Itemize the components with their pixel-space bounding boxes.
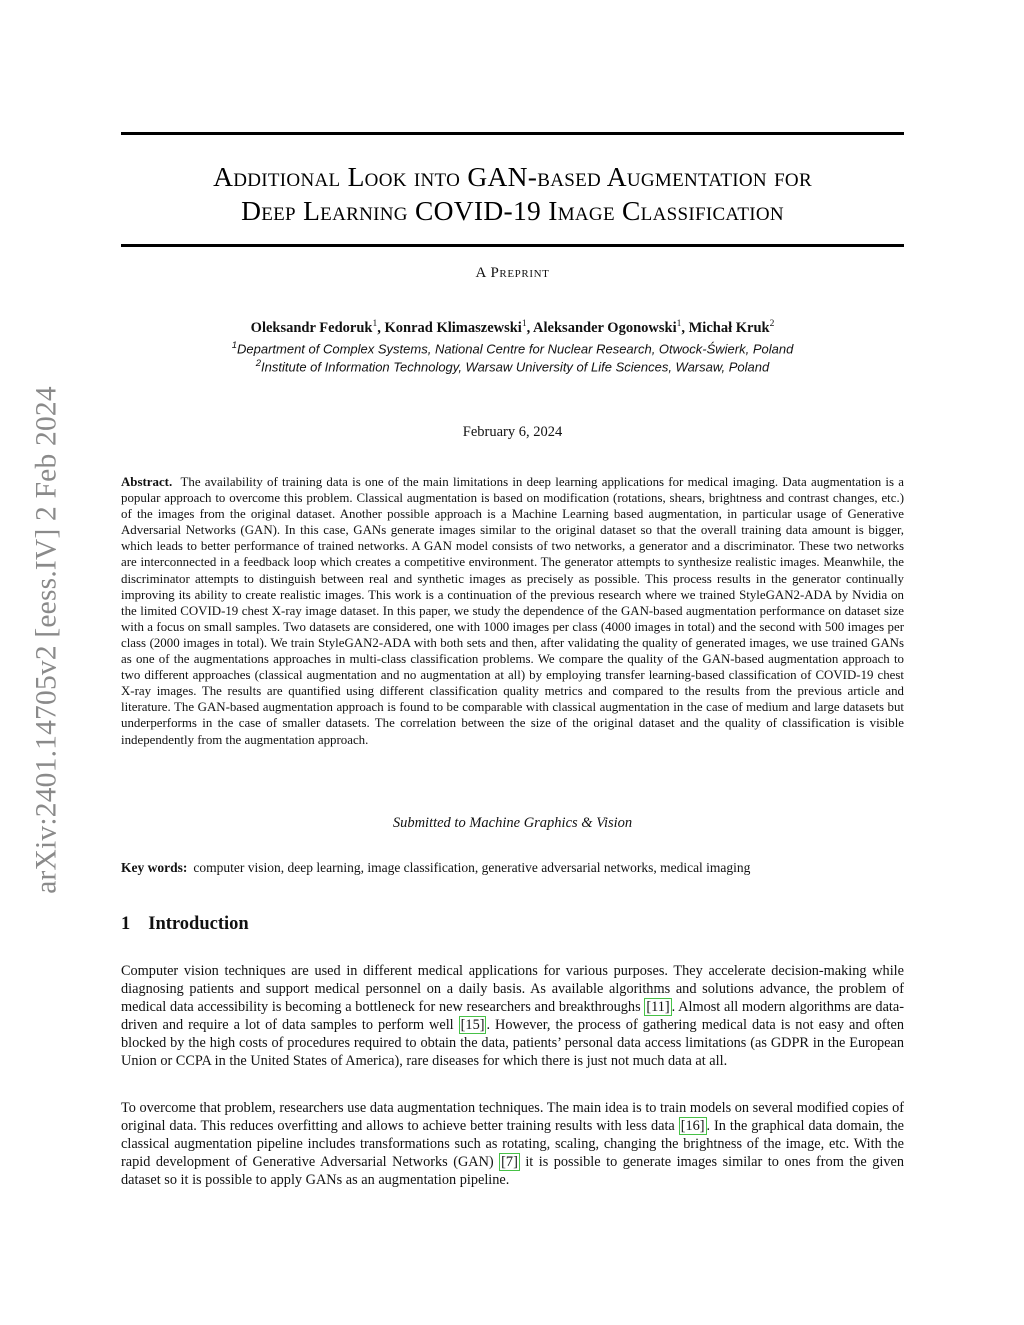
- author-name: Aleksander Ogonowski: [533, 319, 677, 336]
- section-heading-introduction: [121, 914, 904, 935]
- section-number: 1: [121, 914, 131, 934]
- keywords: [121, 860, 904, 876]
- abstract-label: Abstract.: [121, 475, 173, 489]
- keywords-label: Key words:: [121, 860, 188, 875]
- intro-paragraph-1: [121, 962, 904, 1071]
- intro-paragraph-2: [121, 1099, 904, 1189]
- author-name: Konrad Klimaszewski: [384, 319, 522, 336]
- title-bottom-rule: [121, 244, 904, 247]
- paragraph-text: . In the graphical data domain, the classical augmentation pipeline includes transformations such as rotating, scaling, changing the brightness of the image, etc. With the rapid development of Generative Adversarial Networks (GAN): [121, 1118, 904, 1171]
- affiliation-2: [121, 358, 904, 374]
- author-list: Oleksandr Fedoruk$^1$, Konrad Klimaszewski$^1$, Aleksander Ogonowski$^1$, Michał Kruk$^2$: [250, 319, 775, 336]
- paragraph-text: . However, the process of gathering medical data is not easy and often blocked by the high costs of procedures required to obtain the data, patients’ personal data access limitations (as GDPR in the European Union or CCPA in the United States of America), rare diseases for which there is just not much data at all.: [121, 1017, 904, 1070]
- citation-link[interactable]: [15]: [460, 1017, 485, 1034]
- abstract: [121, 474, 904, 748]
- paper-title-line-1: Additional Look into GAN-based Augmentation for: [213, 161, 812, 192]
- paragraph-text: it is possible to generate images similar to ones from the given dataset so it is possible to apply GANs as an augmentation pipeline.: [121, 1154, 904, 1189]
- affiliation-mark: 1: [231, 340, 237, 351]
- section-title: Introduction: [148, 914, 249, 934]
- affiliation-text: Department of Complex Systems, National Centre for Nuclear Research, Otwock-Świerk, Poland: [236, 341, 794, 357]
- affiliation-mark: 2: [255, 358, 262, 369]
- keywords-text: computer vision, deep learning, image classification, generative adversarial networks, medical imaging: [193, 860, 751, 875]
- affiliation-1: [121, 340, 904, 356]
- title-top-rule: [121, 132, 904, 135]
- citation-link[interactable]: [11]: [646, 999, 670, 1016]
- paper-title-line-2: Deep Learning COVID-19 Image Classification: [241, 195, 784, 226]
- paragraph-text: To overcome that problem, researchers use data augmentation techniques. The main idea is to train models on several modified copies of original data. This reduces overfitting and allows to achieve better training results with less data: [121, 1100, 904, 1135]
- preprint-label: A Preprint: [475, 265, 550, 281]
- author-affiliation-mark: 1: [521, 319, 527, 329]
- author-name: Michał Kruk: [688, 319, 770, 336]
- author-name: Oleksandr Fedoruk: [250, 319, 373, 336]
- affiliation-text: Institute of Information Technology, Warsaw University of Life Sciences, Warsaw, Poland: [261, 359, 770, 375]
- arxiv-side-stamp: [0, 386, 80, 894]
- submitted-note: Submitted to Machine Graphics & Vision: [392, 815, 633, 831]
- author-affiliation-mark: 2: [769, 319, 775, 329]
- arxiv-identifier: arXiv:2401.14705v2 [eess.IV] 2 Feb 2024: [30, 386, 63, 894]
- abstract-text: The availability of training data is one of the main limitations in deep learning applications for medical imaging. Data augmentation is a popular approach to overcome this problem. Classical augmentation is based on modification (rotations, shears, brightness and contrast changes, etc.) of the images from the original dataset. Another possible approach is a Machine Learning based augmentation, in particular usage of Generative Adversarial Networks (GAN). In this case, GANs generate images similar to the original dataset so that the overall training data amount is bigger, which leads to better performance of trained networks. A GAN model consists of two networks, a generator and a discriminator. These two networks are interconnected in a feedback loop which creates a competitive environment. The generator attempts to synthesize realistic images. Meanwhile, the discriminator attempts to distinguish between real and synthetic images as precisely as possible. This process results in the generator continually improving its ability to create realistic images. This work is a continuation of the previous research where we trained StyleGAN2-ADA by Nvidia on the limited COVID-19 chest X-ray image dataset. In this paper, we study the dependence of the GAN-based augmentation performance on dataset size with a focus on small samples. Two datasets are considered, one with 1000 images per class (4000 images in total) and the second with 500 images per class (2000 images in total). We train StyleGAN2-ADA with both sets and then, after validating the quality of generated images, we use trained GANs as one of the augmentations approaches in multi-class classification problems. We compare the quality of the GAN-based augmentation approach to two different approaches (classical augmentation and no augmentation at all) by employing transfer learning-based classification of COVID-19 chest X-ray images. The results are quantified using different classification quality metrics and compared to the results from the previous article and literature. The GAN-based augmentation approach is found to be comparable with classical augmentation in the case of medium and large datasets but underperforms in the case of smaller datasets. The correlation between the size of the original dataset and the quality of classification is visible independently from the augmentation approach.: [121, 475, 904, 747]
- publication-date: February 6, 2024: [462, 424, 563, 440]
- citation-link[interactable]: [16]: [680, 1118, 705, 1135]
- paragraph-text: Computer vision techniques are used in different medical applications for various purposes. They accelerate decision-making while diagnosing patients and support medical personnel on a daily basis. As available algorithms and solutions advance, the problem of medical data accessibility is becoming a bottleneck for new researchers and breakthroughs: [121, 963, 904, 1016]
- author-affiliation-mark: 1: [676, 319, 682, 329]
- author-affiliation-mark: 1: [372, 319, 378, 329]
- paragraph-text: . Almost all modern algorithms are data-driven and require a lot of data samples to perform well: [121, 999, 904, 1034]
- citation-link[interactable]: [7]: [501, 1154, 518, 1171]
